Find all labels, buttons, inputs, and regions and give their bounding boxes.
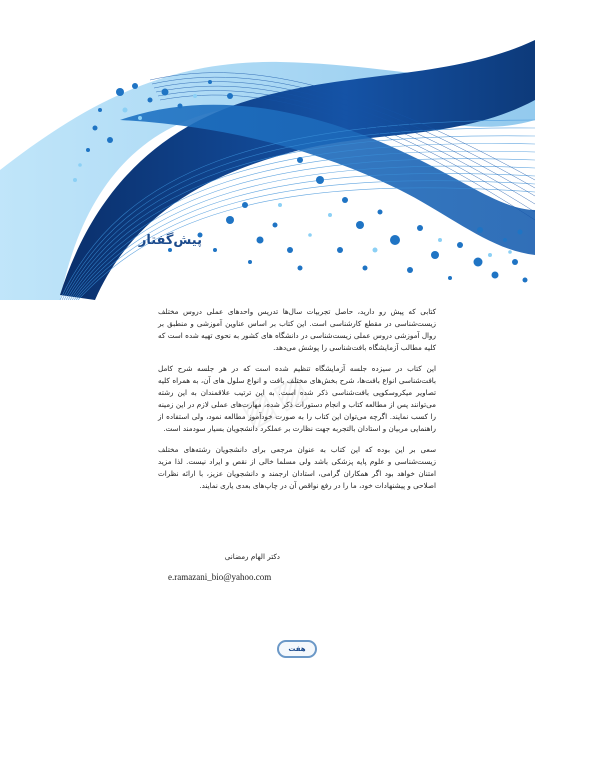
page-number-badge: هفت [277, 640, 317, 658]
paragraph: کتابی که پیش رو دارید، حاصل تجربیات سال‌ها تدریس واحدهای عملی دروس مختلف زیست‌شناسی در مقطع کارشناسی است. این کتاب بر اساس عناوین آموزشی و منطبق بر روال آموزشی دروس عملی زیست‌شناسی در دانشگاه های کشور به نحوی تهیه شده است که کلیه مطالب آزمایشگاه بافت‌شناسی را پوشش می‌دهد. [158, 307, 436, 352]
watermark: ▨▨ [235, 365, 317, 435]
preface-body [158, 306, 436, 501]
wave-banner-icon [0, 0, 594, 300]
author-name: دکتر الهام رمضانی [224, 552, 280, 561]
author-email: e.ramazani_bio@yahoo.com [168, 572, 272, 582]
paragraph: این کتاب در سیزده جلسه آزمایشگاه تنظیم شده است که در هر جلسه شرح کامل بافت‌شناسی انواع بافت‌ها، شرح بخش‌های مختلف بافت و انواع سلول های آن، به همراه کلیه تصاویر میکروسکوپی بافت‌شناسی ذکر شده است. به این ترتیب علاقمندان به این رشته می‌توانند پس از مطالعه کتاب و انجام دستورات ذکر شده، مهارت‌های عملی لازم در این زمینه را کسب نمایند. اگرچه می‌توان این کتاب را به صورت خودآموز مطالعه نمود، ولی استفاده از راهنمایی مربیان و استادان بالتجربه جهت نظارت بر عملکرد دانشجویان بسیار سودمند است. [158, 364, 436, 433]
page-title: پیش‌گفتار [138, 233, 202, 248]
paragraph: سعی بر این بوده که این کتاب به عنوان مرجعی برای دانشجویان رشته‌های مختلف زیست‌شناسی و علوم پایه پزشکی باشد ولی مسلما خالی از نقص و ایراد نیست. لذا مزید امتنان خواهد بود اگر همکاران گرامی، استادان ارجمند و دانشجویان عزیز، با ارائه نظرات اصلاحی و پیشنهادات خود، ما را در رفع نواقص آن در چاپ‌های بعدی یاری نمایند. [158, 445, 436, 490]
